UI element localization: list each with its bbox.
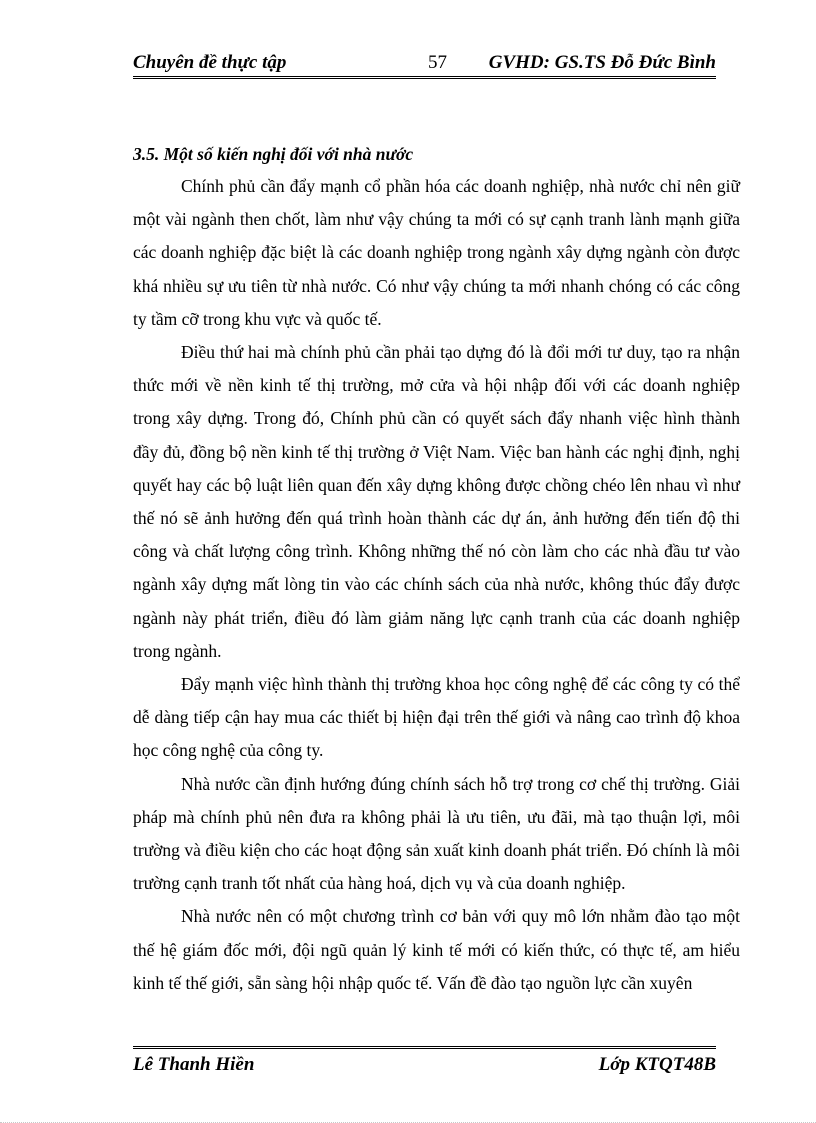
- page-footer: [133, 1046, 716, 1075]
- page-header: [133, 50, 716, 79]
- paragraph: Nhà nước nên có một chương trình cơ bản với quy mô lớn nhằm đào tạo một thế hệ giám đốc mới, đội ngũ quản lý kinh tế mới có kiến thức, có thực tế, am hiểu kinh tế thế giới, sẵn sàng hội nhập quốc tế. Vấn đề đào tạo nguồn lực cần xuyên: [133, 906, 740, 993]
- header-supervisor: GVHD: GS.TS Đỗ Đức Bình: [488, 52, 716, 73]
- header-document-type: Chuyên đề thực tập: [133, 52, 287, 73]
- paragraph: Đẩy mạnh việc hình thành thị trường khoa học công nghệ để các công ty có thể dễ dàng tiếp cận hay mua các thiết bị hiện đại trên thế giới và nâng cao trình độ khoa học công nghệ của công ty.: [133, 674, 740, 761]
- paragraph: Chính phủ cần đẩy mạnh cổ phần hóa các doanh nghiệp, nhà nước chỉ nên giữ một vài ngành then chốt, làm như vậy chúng ta mới có sự cạnh tranh lành mạnh giữa các doanh nghiệp đặc biệt là các doanh nghiệp trong ngành xây dựng ngành còn được khá nhiều sự ưu tiên từ nhà nước. Có như vậy chúng ta mới nhanh chóng có các công ty tầm cỡ trong khu vực và quốc tế.: [133, 176, 740, 329]
- footer-author: Lê Thanh Hiền: [133, 1054, 255, 1075]
- footer-class: Lớp KTQT48B: [598, 1054, 716, 1075]
- paragraph: Điều thứ hai mà chính phủ cần phải tạo dựng đó là đổi mới tư duy, tạo ra nhận thức mới về nền kinh tế thị trường, mở cửa và hội nhập đối với các doanh nghiệp trong xây dựng. Trong đó, Chính phủ cần có quyết sách đẩy nhanh việc hình thành đầy đủ, đồng bộ nền kinh tế thị trường ở Việt Nam. Việc ban hành các nghị định, nghị quyết hay các bộ luật liên quan đến xây dựng không được chồng chéo lên nhau vì như thế nó sẽ ảnh hưởng đến quá trình hoàn thành các dự án, ảnh hưởng đến tiến độ thi công và chất lượng công trình. Không những thế nó còn làm cho các nhà đầu tư vào ngành xây dựng mất lòng tin vào các chính sách của nhà nước, không thúc đẩy được ngành này phát triển, điều đó làm giảm năng lực cạnh tranh của các doanh nghiệp trong ngành.: [133, 342, 740, 661]
- body-text: [133, 170, 740, 1000]
- section-title: 3.5. Một số kiến nghị đối với nhà nước: [133, 144, 414, 164]
- paragraph: Nhà nước cần định hướng đúng chính sách hỗ trợ trong cơ chế thị trường. Giải pháp mà chính phủ nên đưa ra không phải là ưu tiên, ưu đãi, mà tạo thuận lợi, môi trường và điều kiện cho các hoạt động sản xuất kinh doanh phát triển. Đó chính là môi trường cạnh tranh tốt nhất của hàng hoá, dịch vụ và của doanh nghiệp.: [133, 773, 740, 894]
- header-page-number: 57: [428, 52, 447, 73]
